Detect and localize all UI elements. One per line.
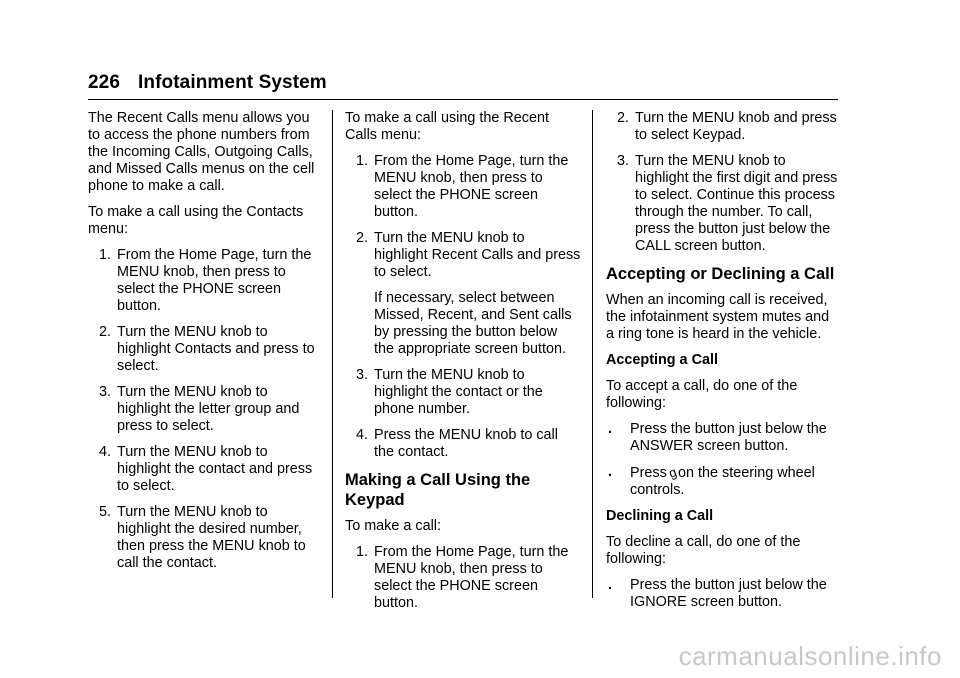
step-number: 1. <box>355 544 368 560</box>
keypad-intro: To make a call: <box>345 518 441 534</box>
list-item <box>345 153 581 221</box>
list-item <box>345 427 581 461</box>
step-text: Turn the MENU knob to highlight the contact and press to select. <box>117 444 313 494</box>
bullet-text <box>630 464 838 499</box>
bullet-text-pre: Press <box>630 465 667 481</box>
step-note: If necessary, select between Missed, Recent, and Sent calls by pressing the button below the appropriate screen button. <box>374 290 572 357</box>
bullet-icon: . <box>608 421 612 437</box>
header-rule <box>88 99 838 100</box>
step-number: 4. <box>355 427 368 443</box>
bullet-text: Press the button just below the IGNORE screen button. <box>630 577 827 610</box>
contacts-intro: To make a call using the Contacts menu: <box>88 204 304 237</box>
list-item <box>606 464 838 499</box>
step-text: Turn the MENU knob to highlight the contact or the phone number. <box>374 367 543 417</box>
step-number: 2. <box>355 230 368 246</box>
column-3 <box>606 110 838 620</box>
step-number: 3. <box>98 384 111 400</box>
column-divider <box>332 110 333 598</box>
step-number: 5. <box>98 504 111 520</box>
accept-decline-heading: Accepting or Declining a Call <box>606 265 835 283</box>
column-2 <box>345 110 581 621</box>
step-number: 1. <box>98 247 111 263</box>
step-number: 2. <box>98 324 111 340</box>
step-number: 4. <box>98 444 111 460</box>
step-text: Turn the MENU knob to highlight Recent Calls and press to select. <box>374 230 581 280</box>
step-number: 3. <box>616 153 629 169</box>
step-number: 1. <box>355 153 368 169</box>
list-item <box>606 153 838 255</box>
accept-decline-intro: When an incoming call is received, the infotainment system mutes and a ring tone is heard in the vehicle. <box>606 292 830 342</box>
bullet-text: Press the button just below the ANSWER screen button. <box>630 421 827 454</box>
accepting-intro: To accept a call, do one of the following: <box>606 378 798 411</box>
step-text: Turn the MENU knob to highlight the letter group and press to select. <box>117 384 300 434</box>
column-1 <box>88 110 324 581</box>
step-number: 2. <box>616 110 629 126</box>
bullet-icon: . <box>608 577 612 593</box>
watermark: carmanualsonline.info <box>678 641 942 671</box>
list-item <box>345 230 581 281</box>
intro-paragraph: The Recent Calls menu allows you to access the phone numbers from the Incoming Calls, Outgoing Calls, and Missed Calls menus on the cell phone to make a call. <box>88 110 315 194</box>
step-text: From the Home Page, turn the MENU knob, then press to select the PHONE screen button. <box>117 247 312 314</box>
step-text: From the Home Page, turn the MENU knob, then press to select the PHONE screen button. <box>374 544 569 611</box>
list-item <box>606 421 838 455</box>
step-text: Press the MENU knob to call the contact. <box>374 427 558 460</box>
page-number: 226 <box>88 72 121 93</box>
list-item <box>88 324 324 375</box>
keypad-heading: Making a Call Using the Keypad <box>345 471 531 509</box>
list-item <box>88 504 324 572</box>
list-item <box>88 247 324 315</box>
step-text: Turn the MENU knob to highlight the first digit and press to select. Continue this process through the number. To call, press the button just below the CALL screen button. <box>635 153 838 254</box>
declining-heading: Declining a Call <box>606 508 714 524</box>
list-item <box>606 110 838 144</box>
step-text: Turn the MENU knob to highlight the desired number, then press the MENU knob to call the contact. <box>117 504 306 571</box>
declining-intro: To decline a call, do one of the following: <box>606 534 801 567</box>
page-title: Infotainment System <box>138 72 327 93</box>
column-divider <box>592 110 593 598</box>
step-text: From the Home Page, turn the MENU knob, then press to select the PHONE screen button. <box>374 153 569 220</box>
bullet-text-post: on the steering wheel controls. <box>630 465 815 498</box>
page-header <box>88 72 327 94</box>
step-number: 3. <box>355 367 368 383</box>
accepting-heading: Accepting a Call <box>606 352 718 368</box>
list-item <box>88 384 324 435</box>
list-item <box>345 367 581 418</box>
phone-icon: g <box>666 464 679 481</box>
list-item <box>345 544 581 612</box>
step-text: Turn the MENU knob and press to select Keypad. <box>635 110 837 143</box>
step-text: Turn the MENU knob to highlight Contacts and press to select. <box>117 324 315 374</box>
bullet-icon: . <box>608 464 612 480</box>
list-item <box>606 577 838 611</box>
recent-intro: To make a call using the Recent Calls menu: <box>345 110 549 143</box>
list-item <box>88 444 324 495</box>
